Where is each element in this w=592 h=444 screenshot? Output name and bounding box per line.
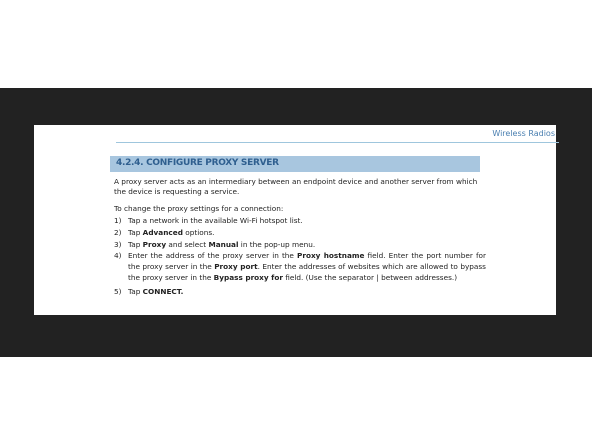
step-bold: Advanced	[142, 227, 183, 237]
step-text: field. Enter the port number for the proxy server in the	[128, 251, 486, 272]
step-1	[114, 216, 486, 227]
step-bold: Proxy	[142, 239, 167, 249]
step-text: in the pop-up menu.	[238, 239, 316, 249]
steps-list	[114, 216, 486, 299]
step-bold: Manual	[208, 239, 239, 249]
page-header	[116, 129, 559, 143]
step-text: Enter the address of the proxy server in the	[128, 251, 297, 261]
step-bold: CONNECT.	[142, 286, 184, 296]
step-number: 3)	[114, 239, 122, 249]
step-text: Tap	[128, 227, 143, 237]
step-bold: Proxy hostname	[297, 251, 365, 261]
step-4	[114, 251, 486, 283]
step-text: Tap a network in the available Wi-Fi hotspot list.	[128, 216, 303, 225]
step-number: 1)	[114, 216, 122, 225]
step-text: . Enter the addresses of websites which are allowed to bypass the proxy server in the	[128, 262, 486, 282]
step-number: 2)	[114, 227, 122, 237]
step-number: 5)	[114, 286, 122, 296]
step-bold: Bypass proxy for	[213, 272, 283, 282]
lead-paragraph: To change the proxy settings for a connection:	[114, 204, 284, 213]
section-heading-bar	[110, 156, 480, 172]
step-text: field. (Use the separator | between addresses.)	[282, 272, 458, 282]
step-3	[114, 240, 486, 251]
intro-paragraph: A proxy server acts as an intermediary between an endpoint device and another server from which the device is requesting a service.	[114, 177, 478, 196]
step-bold: Proxy port	[214, 262, 258, 272]
document-page	[34, 125, 556, 315]
step-number: 4)	[114, 251, 122, 261]
step-text: and select	[166, 239, 209, 249]
step-text: Tap	[128, 286, 143, 296]
section-title: 4.2.4. CONFIGURE PROXY SERVER	[116, 158, 279, 168]
step-text: options.	[182, 227, 215, 237]
step-text: Tap	[128, 239, 143, 249]
step-5	[114, 287, 486, 298]
step-2	[114, 228, 486, 239]
header-text: Wireless Radios	[492, 129, 555, 138]
